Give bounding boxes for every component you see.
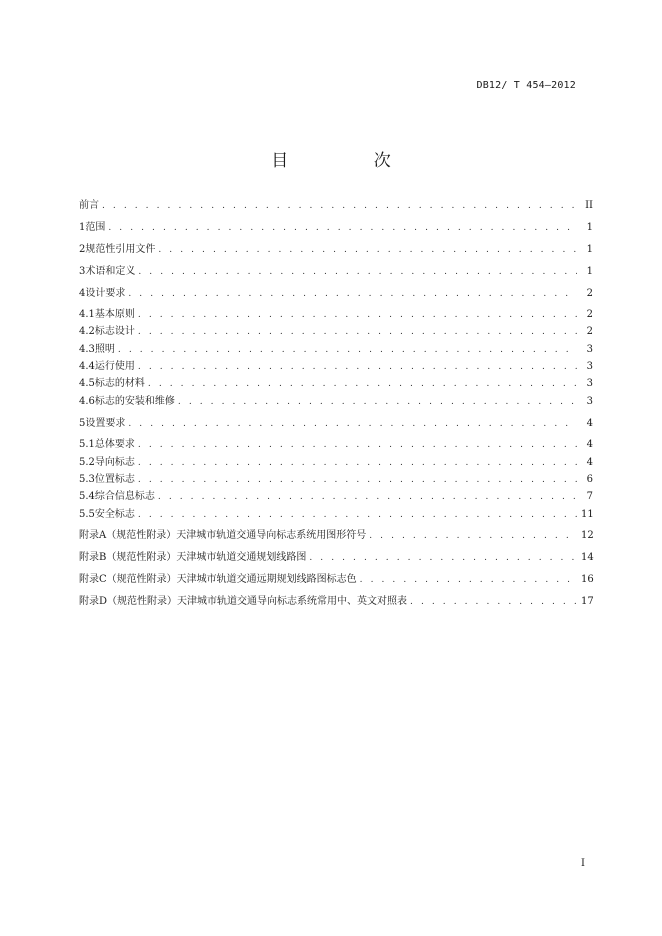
toc-entry-foreword[interactable] xyxy=(79,199,593,213)
toc-entry-5-5[interactable] xyxy=(79,508,593,522)
toc-entry-page: 1 xyxy=(586,244,593,255)
toc-entry-page: 14 xyxy=(581,552,594,563)
toc-entry-label: 标志设计 xyxy=(94,326,135,337)
toc-entry-page: 2 xyxy=(586,309,593,320)
toc-entry-label: 基本原则 xyxy=(94,309,135,320)
toc-entry-label: 天津城市轨道交通导向标志系统常用中、英文对照表 xyxy=(177,596,408,607)
leader-dots xyxy=(178,395,577,409)
footer-page-number: I xyxy=(581,858,585,869)
document-code: DB12/ T 454—2012 xyxy=(476,80,576,91)
toc-entry-page: 17 xyxy=(581,596,594,607)
toc-entry-number: 4.2 xyxy=(79,326,95,337)
toc-entry-appendix-d[interactable] xyxy=(79,595,593,609)
toc-entry-5-4[interactable] xyxy=(79,490,593,504)
toc-entry-4-6[interactable] xyxy=(79,395,593,409)
toc-entry-label: 天津城市轨道交通规划线路图 xyxy=(176,552,307,563)
leader-dots xyxy=(158,243,577,257)
toc-entry-5-2[interactable] xyxy=(79,456,593,470)
leader-dots xyxy=(138,438,577,452)
toc-entry-number: 4 xyxy=(79,288,86,299)
toc-entry-label: 标志的材料 xyxy=(94,378,145,389)
leader-dots xyxy=(138,456,577,470)
toc-entry-page: 11 xyxy=(581,509,594,520)
toc-entry-page: 2 xyxy=(586,288,593,299)
toc-entry-number: 4.6 xyxy=(79,396,95,407)
toc-entry-label: 标志的安装和维修 xyxy=(94,396,175,407)
toc-entry-number: 5.1 xyxy=(79,439,95,450)
toc-entry-appendix-b[interactable] xyxy=(79,551,593,565)
toc-entry-page: 1 xyxy=(586,222,593,233)
toc-entry-3[interactable] xyxy=(79,265,593,279)
toc-entry-number: 5 xyxy=(79,418,86,429)
toc-entry-page: 3 xyxy=(586,361,593,372)
toc-entry-4-3[interactable] xyxy=(79,343,593,357)
toc-entry-page: 6 xyxy=(586,474,593,485)
toc-entry-number: 附录C（规范性附录） xyxy=(79,574,177,585)
toc-entry-5-3[interactable] xyxy=(79,473,593,487)
toc-entry-label: 照明 xyxy=(94,344,115,355)
toc-entry-label: 规范性引用文件 xyxy=(85,244,156,255)
toc-entry-4-2[interactable] xyxy=(79,325,593,339)
leader-dots xyxy=(138,325,577,339)
leader-dots xyxy=(118,343,577,357)
toc-entry-label: 安全标志 xyxy=(94,509,135,520)
toc-entry-page: 3 xyxy=(586,344,593,355)
toc-entry-label: 导向标志 xyxy=(94,457,135,468)
toc-entry-page: 2 xyxy=(586,326,593,337)
toc-entry-number: 5.4 xyxy=(79,491,95,502)
leader-dots xyxy=(138,360,577,374)
toc-entry-label: 范围 xyxy=(85,222,106,233)
leader-dots xyxy=(360,573,577,587)
toc-entry-number: 4.3 xyxy=(79,344,95,355)
toc-entry-number: 附录A（规范性附录） xyxy=(79,530,177,541)
leader-dots xyxy=(138,265,577,279)
leader-dots xyxy=(138,308,577,322)
leader-dots xyxy=(128,417,577,431)
toc-entry-page: 16 xyxy=(581,574,594,585)
toc-entry-page: 1 xyxy=(586,266,593,277)
toc-entry-page: 4 xyxy=(586,439,593,450)
leader-dots xyxy=(138,473,577,487)
leader-dots xyxy=(309,551,577,565)
toc-entry-label: 天津城市轨道交通导向标志系统用图形符号 xyxy=(176,530,367,541)
toc-entry-appendix-c[interactable] xyxy=(79,573,593,587)
toc-entry-4-1[interactable] xyxy=(79,308,593,322)
toc-entry-4-5[interactable] xyxy=(79,377,593,391)
toc-entry-1[interactable] xyxy=(79,221,593,235)
toc-entry-number: 1 xyxy=(79,222,86,233)
toc-entry-number: 附录D（规范性附录） xyxy=(79,596,178,607)
toc-entry-label: 综合信息标志 xyxy=(94,491,155,502)
toc-entry-page: 3 xyxy=(586,378,593,389)
toc-entry-page: 12 xyxy=(581,530,594,541)
toc-entry-4[interactable] xyxy=(79,287,593,301)
toc-entry-number: 4.5 xyxy=(79,378,95,389)
leader-dots xyxy=(158,490,577,504)
toc-entry-label: 前言 xyxy=(79,200,99,211)
toc-entry-page: 4 xyxy=(586,457,593,468)
toc-entry-number: 5.2 xyxy=(79,457,95,468)
leader-dots xyxy=(369,529,577,543)
toc-entry-label: 位置标志 xyxy=(94,474,135,485)
toc-entry-number: 5.3 xyxy=(79,474,95,485)
toc-entry-page: 7 xyxy=(586,491,593,502)
toc-entry-label: 设置要求 xyxy=(85,418,126,429)
toc-entry-4-4[interactable] xyxy=(79,360,593,374)
toc-entry-2[interactable] xyxy=(79,243,593,257)
leader-dots xyxy=(128,287,577,301)
leader-dots xyxy=(410,595,577,609)
toc-title: 目 次 xyxy=(271,151,431,171)
leader-dots xyxy=(108,221,577,235)
toc-entry-number: 5.5 xyxy=(79,509,95,520)
toc-entry-appendix-a[interactable] xyxy=(79,529,593,543)
leader-dots xyxy=(102,199,577,213)
toc-entry-page: 3 xyxy=(586,396,593,407)
toc-entry-label: 总体要求 xyxy=(94,439,135,450)
toc-entry-label: 天津城市轨道交通远期规划线路图标志色 xyxy=(176,574,357,585)
toc-entry-label: 术语和定义 xyxy=(85,266,136,277)
toc-entry-number: 附录B（规范性附录） xyxy=(79,552,177,563)
toc-entry-label: 运行使用 xyxy=(94,361,135,372)
leader-dots xyxy=(138,508,577,522)
toc-entry-page: 4 xyxy=(586,418,593,429)
toc-entry-number: 4.4 xyxy=(79,361,95,372)
toc-entry-number: 2 xyxy=(79,244,86,255)
toc-entry-label: 设计要求 xyxy=(85,288,126,299)
toc-entry-5-1[interactable] xyxy=(79,438,593,452)
toc-entry-5[interactable] xyxy=(79,417,593,431)
toc-entry-number: 4.1 xyxy=(79,309,95,320)
toc-entry-number: 3 xyxy=(79,266,86,277)
toc-entry-page: II xyxy=(585,200,593,211)
leader-dots xyxy=(148,377,577,391)
